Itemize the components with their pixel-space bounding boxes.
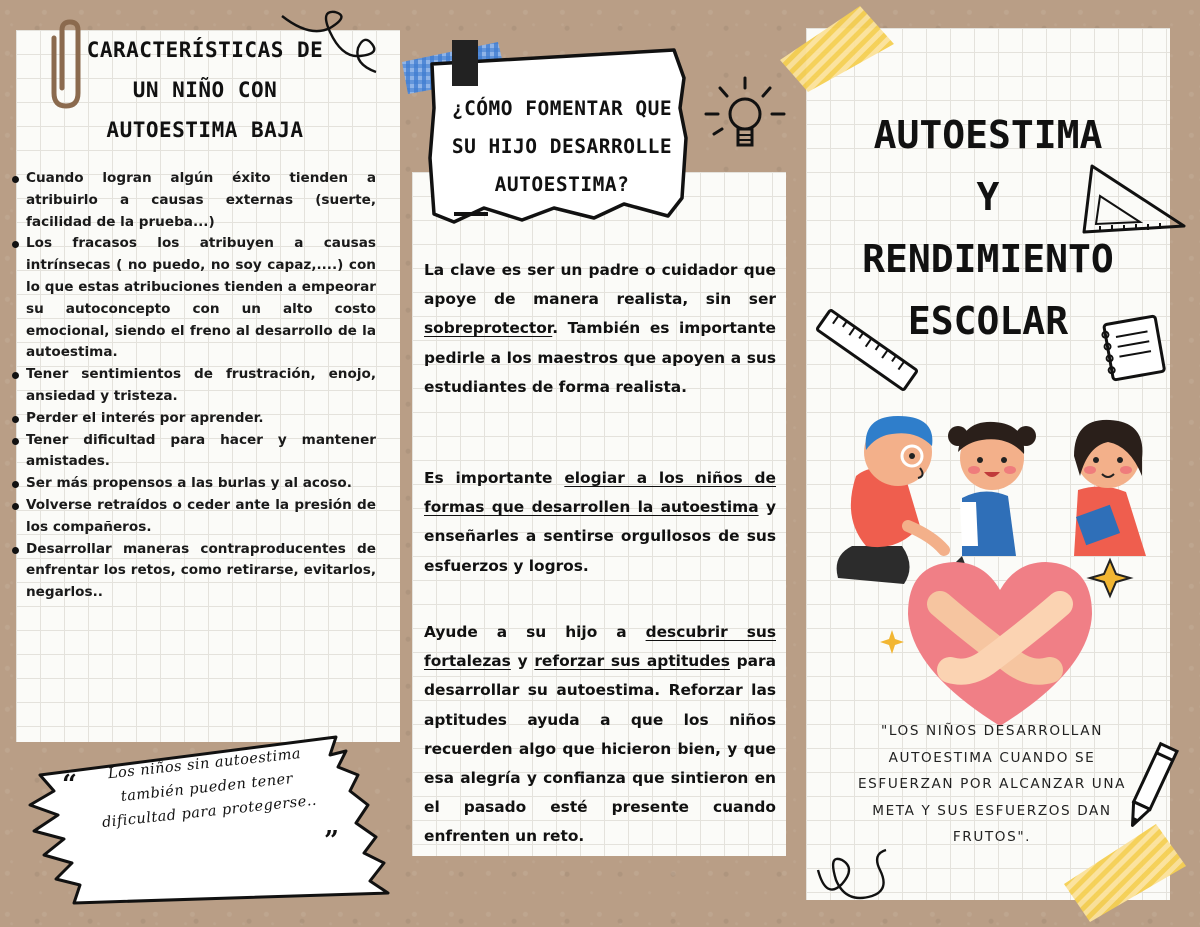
quote-text: Los niños sin autoestima también pueden tener dificultad para protegerse.. — [101, 746, 318, 832]
list-item: Ser más propensos a las burlas y al acoso. — [10, 473, 376, 495]
left-title-line: AUTOESTIMA BAJA — [106, 118, 304, 142]
heart-hug-illustration — [900, 550, 1100, 730]
middle-title-line: SU HIJO DESARROLLE — [451, 135, 673, 158]
middle-title-line: AUTOESTIMA? — [494, 173, 630, 196]
list-item: Cuando logran algún éxito tienden a atribuirlo a causas externas (suerte, facilidad de la prueba...) — [10, 168, 376, 233]
cover-title-line: Y — [976, 175, 1000, 219]
cover-title-line: RENDIMIENTO — [862, 237, 1114, 281]
middle-title-line: ¿CÓMO FOMENTAR QUE — [451, 97, 673, 120]
cover-title-line: ESCOLAR — [907, 299, 1069, 343]
ruler-icon — [812, 300, 922, 400]
cover-quote: "LOS NIÑOS DESARROLLAN AUTOESTIMA CUANDO SE ESFUERZAN POR ALCANZAR UNA META Y SUS ESFUERZOS DAN FRUTOS". — [857, 723, 1126, 845]
list-item: Desarrollar maneras contraproducentes de enfrentar los retos, como retirarse, evitarlos, negarlos.. — [10, 539, 376, 604]
list-item: Tener dificultad para hacer y mantener amistades. — [10, 430, 376, 474]
list-item: Perder el interés por aprender. — [10, 408, 376, 430]
yellow-tape-icon — [778, 4, 898, 94]
quote-open-mark: “ — [62, 770, 77, 800]
underlined-text: reforzar sus aptitudes — [534, 652, 730, 671]
low-self-esteem-list — [10, 168, 376, 604]
list-item: Tener sentimientos de frustración, enojo, ansiedad y tristeza. — [10, 364, 376, 408]
middle-title — [436, 90, 688, 204]
left-title-line: UN NIÑO CON — [132, 78, 278, 102]
list-item: Volverse retraídos o ceder ante la presión de los compañeros. — [10, 495, 376, 539]
text-span: y enseñarles a sentirse orgullosos de sus esfuerzos y logros. — [424, 498, 776, 575]
cover-title-line: AUTOESTIMA — [873, 113, 1103, 157]
notebook-icon — [1098, 312, 1170, 382]
underlined-text: sobreprotector — [424, 319, 553, 338]
pencil-icon — [1122, 736, 1182, 836]
left-title — [60, 30, 350, 150]
set-square-icon — [1080, 160, 1190, 240]
lightbulb-icon — [700, 74, 790, 164]
text-span: . También es importante pedirle a los maestros que apoyen a sus estudiantes de forma realista. — [424, 319, 776, 396]
text-span: Ayude a su hijo a — [424, 623, 646, 641]
text-span: y — [510, 652, 535, 671]
text-span: para desarrollar su autoestima. Reforzar las aptitudes ayuda a que los niños recuerden algo que hicieron bien, y que esa alegría y confianza que sintieron en el pasado esté presente cuando enfrenten un reto. — [424, 652, 777, 846]
paragraph-realistic-support — [424, 256, 776, 402]
doodle-swirl-icon — [812, 840, 892, 910]
text-span: Es importante — [424, 469, 565, 487]
paragraph-strengths — [424, 618, 776, 852]
paragraph-praise — [424, 464, 776, 581]
left-title-line: CARACTERÍSTICAS DE — [86, 38, 324, 62]
underlined-text: descubrir sus fortalezas — [424, 623, 776, 671]
underlined-text: elogiar a los niños de formas que desarrollen la autoestima — [424, 469, 776, 517]
list-item: Los fracasos los atribuyen a causas intrínsecas ( no puedo, no soy capaz,....) con lo que estas atribuciones tienden a empeorar su autoconcepto con un alto costo emocional, siendo el freno al desarrollo de la autoestima. — [10, 233, 376, 364]
quote-close-mark: ” — [324, 826, 339, 856]
text-span: La clave es ser un padre o cuidador que apoye de manera realista, sin ser — [424, 261, 776, 309]
sparkle-icon — [880, 630, 904, 654]
